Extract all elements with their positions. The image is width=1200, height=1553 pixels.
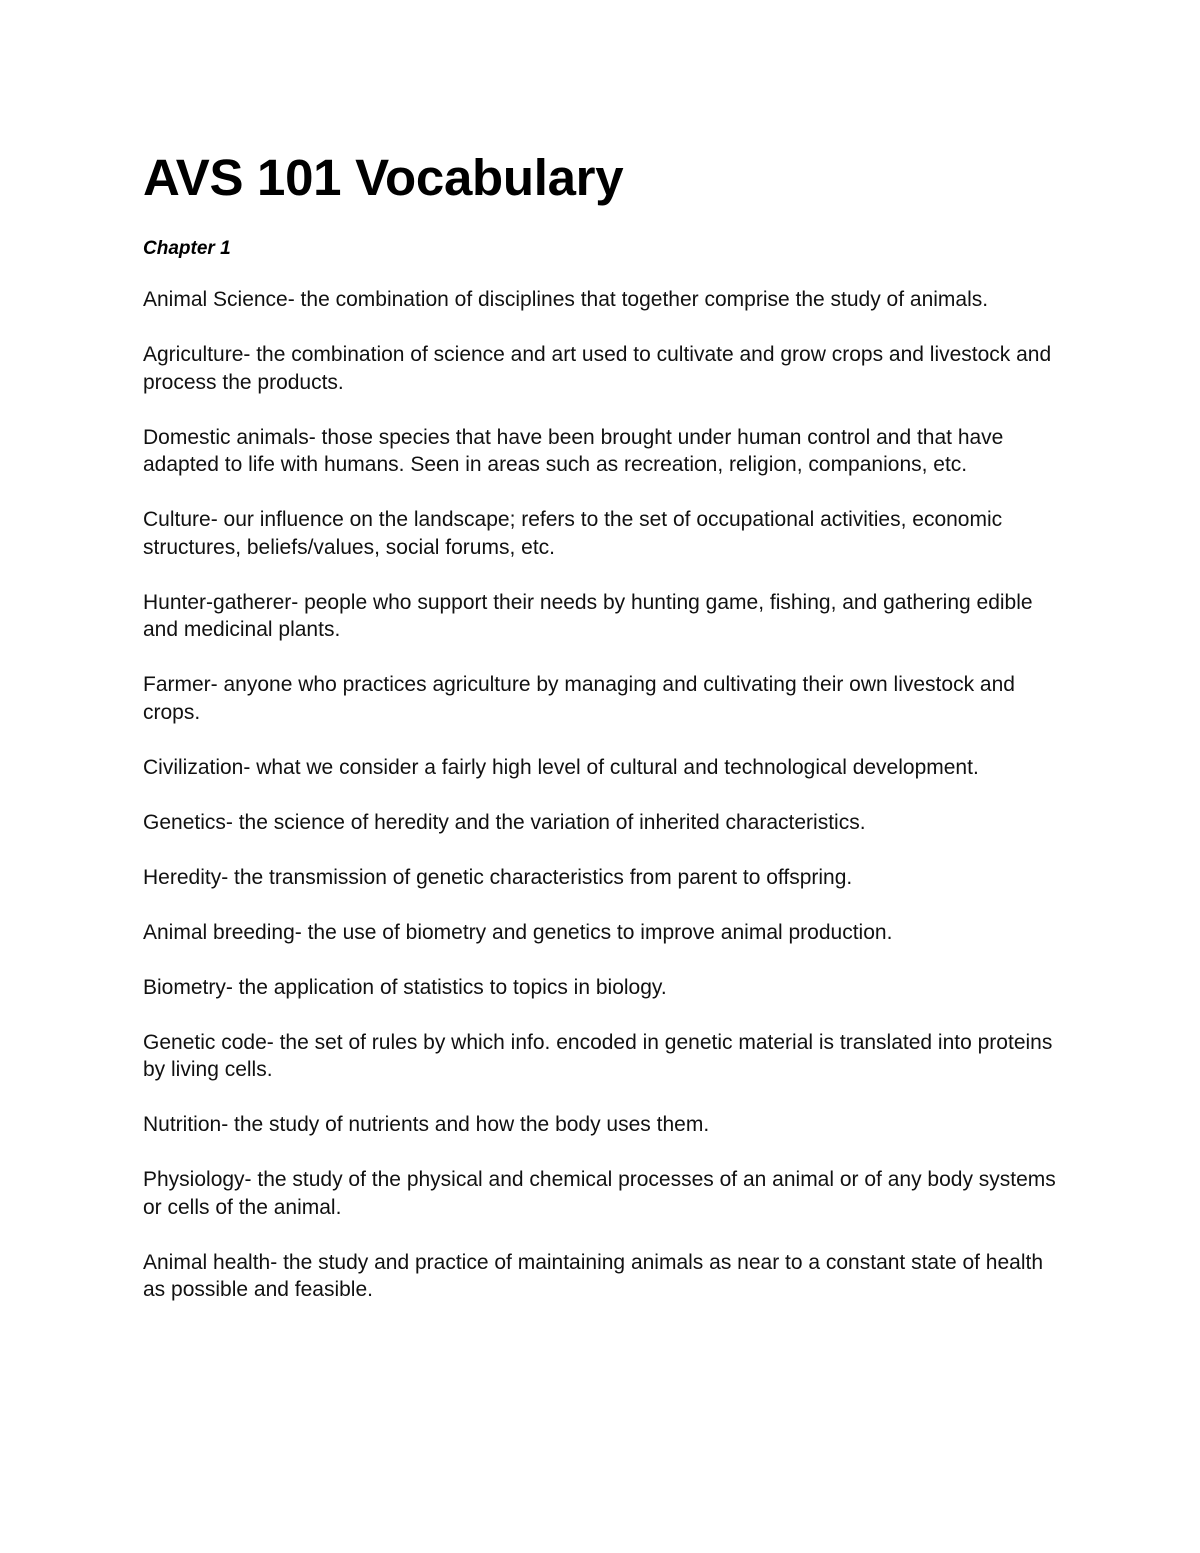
vocabulary-entry: Civilization- what we consider a fairly high level of cultural and technological development. bbox=[143, 755, 979, 779]
vocabulary-list bbox=[143, 286, 1068, 1304]
vocabulary-entry: Heredity- the transmission of genetic characteristics from parent to offspring. bbox=[143, 865, 853, 889]
vocabulary-entry: Physiology- the study of the physical and chemical processes of an animal or of any body systems or cells of the animal. bbox=[143, 1168, 1056, 1219]
vocabulary-entry: Animal health- the study and practice of maintaining animals as near to a constant state of health as possible and feasible. bbox=[143, 1250, 1044, 1301]
vocabulary-entry: Animal Science- the combination of disciplines that together comprise the study of animals. bbox=[143, 288, 989, 311]
chapter-heading: Chapter 1 bbox=[143, 238, 231, 259]
vocabulary-entry: Culture- our influence on the landscape; refers to the set of occupational activities, economic structures, beliefs/values, social forums, etc. bbox=[143, 508, 1003, 559]
vocabulary-entry: Animal breeding- the use of biometry and genetics to improve animal production. bbox=[143, 920, 893, 944]
vocabulary-entry: Hunter-gatherer- people who support their needs by hunting game, fishing, and gathering edible and medicinal plants. bbox=[143, 590, 1033, 641]
document-body bbox=[143, 146, 1068, 1331]
vocabulary-entry: Genetics- the science of heredity and the variation of inherited characteristics. bbox=[143, 810, 866, 834]
document-title: AVS 101 Vocabulary bbox=[143, 149, 624, 206]
vocabulary-entry: Genetic code- the set of rules by which info. encoded in genetic material is translated into proteins by living cells. bbox=[143, 1030, 1053, 1081]
vocabulary-entry: Farmer- anyone who practices agriculture by managing and cultivating their own livestock and crops. bbox=[143, 673, 1015, 724]
vocabulary-entry: Nutrition- the study of nutrients and how the body uses them. bbox=[143, 1113, 710, 1136]
vocabulary-entry: Agriculture- the combination of science and art used to cultivate and grow crops and livestock and process the products. bbox=[143, 343, 1052, 394]
vocabulary-entry: Domestic animals- those species that have been brought under human control and that have adapted to life with humans. Seen in areas such as recreation, religion, companions, etc. bbox=[143, 425, 1004, 476]
vocabulary-entry: Biometry- the application of statistics to topics in biology. bbox=[143, 975, 667, 999]
